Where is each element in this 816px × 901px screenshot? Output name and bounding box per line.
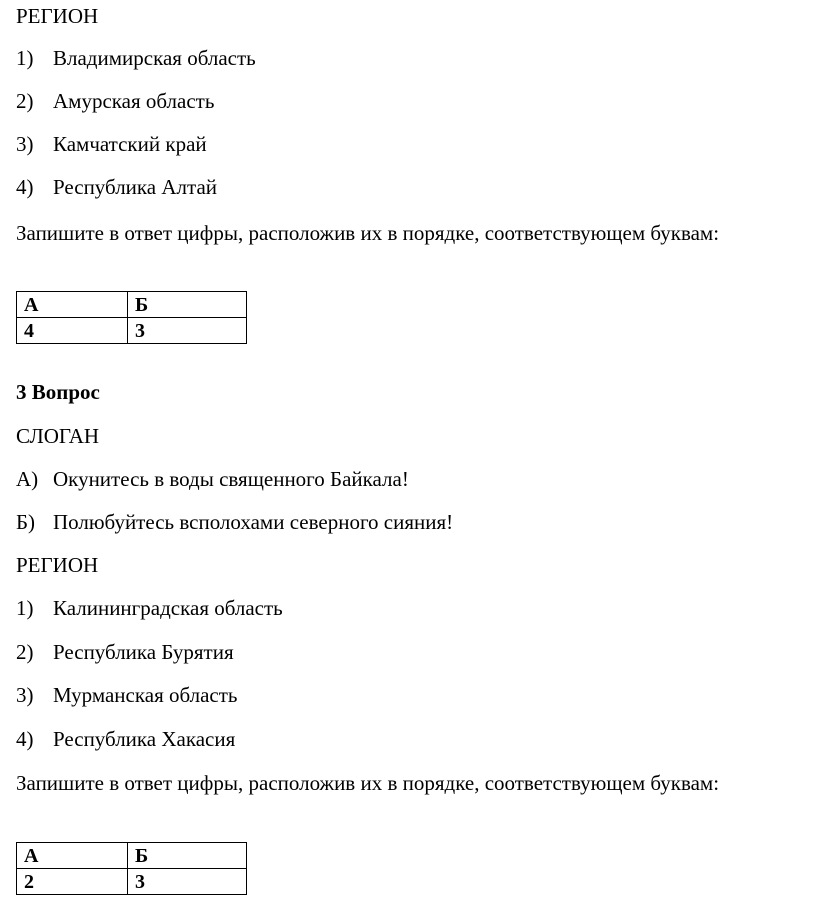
region-label: Камчатский край <box>53 132 207 156</box>
region-item-1 <box>16 596 283 620</box>
region-item-4 <box>16 727 235 751</box>
table-cell: 4 <box>17 318 128 344</box>
region-item-2 <box>16 640 234 664</box>
table-cell: 2 <box>17 869 128 895</box>
region-number: 1) <box>16 46 34 70</box>
region-label: Мурманская область <box>53 683 238 707</box>
table-row <box>17 318 247 344</box>
region-number: 4) <box>16 175 34 199</box>
region-header: РЕГИОН <box>16 553 99 577</box>
table-row <box>17 869 247 895</box>
region-item-2 <box>16 89 214 113</box>
region-number: 2) <box>16 89 34 113</box>
region-number: 3) <box>16 683 34 707</box>
region-label: Республика Хакасия <box>53 727 236 751</box>
region-number: 3) <box>16 132 34 156</box>
region-label: Республика Алтай <box>53 175 218 199</box>
table-header-cell: А <box>17 292 128 318</box>
slogan-item-a <box>16 467 409 491</box>
question-title: 3 Вопрос <box>16 380 100 404</box>
region-item-4 <box>16 175 217 199</box>
slogan-letter: Б) <box>16 510 36 534</box>
table-cell: 3 <box>127 869 246 895</box>
region-label: Владимирская область <box>53 46 256 70</box>
slogan-text: Полюбуйтесь всполохами северного сияния! <box>53 510 454 534</box>
table-header-cell: Б <box>127 843 246 869</box>
slogan-text: Окунитесь в воды священного Байкала! <box>53 467 409 491</box>
table-header-row <box>17 843 247 869</box>
table-header-row <box>17 292 247 318</box>
region-item-3 <box>16 683 238 707</box>
region-label: Калининградская область <box>53 596 283 620</box>
answer-table <box>16 291 247 344</box>
instruction-text: Запишите в ответ цифры, расположив их в порядке, соответствующем буквам: <box>16 221 720 245</box>
table-header-cell: Б <box>127 292 246 318</box>
table-cell: 3 <box>127 318 246 344</box>
region-number: 2) <box>16 640 34 664</box>
slogan-item-b <box>16 510 453 534</box>
region-item-1 <box>16 46 256 70</box>
answer-table <box>16 842 247 895</box>
slogan-header: СЛОГАН <box>16 424 100 448</box>
region-header: РЕГИОН <box>16 4 99 28</box>
region-label: Амурская область <box>53 89 215 113</box>
instruction-text: Запишите в ответ цифры, расположив их в порядке, соответствующем буквам: <box>16 771 720 795</box>
region-number: 4) <box>16 727 34 751</box>
region-item-3 <box>16 132 207 156</box>
region-label: Республика Бурятия <box>53 640 234 664</box>
region-number: 1) <box>16 596 34 620</box>
table-header-cell: А <box>17 843 128 869</box>
slogan-letter: А) <box>16 467 39 491</box>
